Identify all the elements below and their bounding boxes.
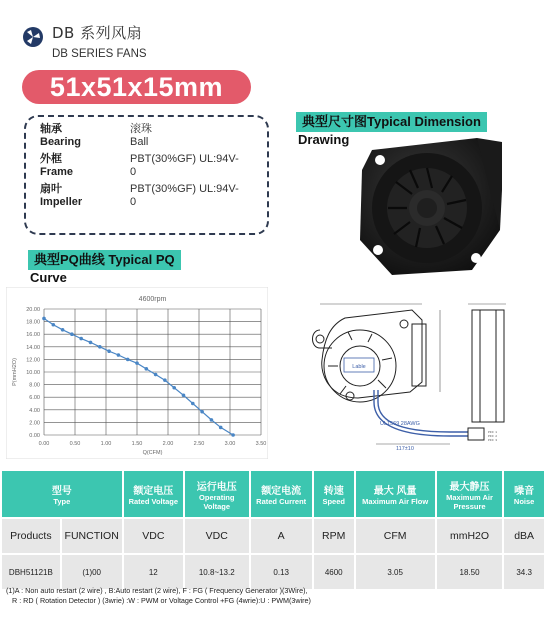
chart-data-point (135, 361, 139, 365)
chart-data-point (70, 332, 74, 336)
size-text: 51x51x15mm (49, 71, 224, 102)
spec-value (130, 153, 260, 179)
brand-logo-icon (22, 26, 44, 48)
chart-y-tick-label: 12.00 (26, 357, 40, 364)
spec-value (130, 123, 260, 149)
drawing-cable-text: UL1569 28AWG (380, 421, 420, 427)
spec-row-frame (40, 153, 267, 179)
spec-label-en: Frame (40, 166, 74, 178)
chart-data-point (52, 323, 56, 327)
table-cell: DBH51121B (2, 555, 60, 589)
chart-data-point (42, 317, 46, 321)
spec-row-impeller (40, 183, 267, 209)
chart-y-tick-label: 16.00 (26, 332, 40, 339)
table-cell: 4600 (314, 555, 354, 589)
chart-data-point (79, 337, 83, 341)
chart-title: 4600rpm (138, 296, 167, 303)
table-cell: mmH2O (437, 519, 503, 553)
spec-table (0, 469, 546, 591)
table-values-row (2, 555, 544, 589)
footnote (6, 586, 311, 606)
table-header-type: 型号 Type (2, 471, 122, 517)
drawing-label-text: Lable (352, 364, 366, 370)
table-cell: 10.8~13.2 (185, 555, 248, 589)
spec-row-bearing (40, 123, 267, 149)
spec-label-en: Bearing (40, 136, 81, 148)
table-cell: dBA (504, 519, 544, 553)
table-cell: Products (2, 519, 60, 553)
chart-data-point (182, 394, 186, 398)
spec-label-cn: 轴承 (40, 123, 62, 135)
spec-value-line1: PBT(30%GF) UL:94V- (130, 183, 239, 195)
spec-value-line2: Ball (130, 136, 149, 148)
spec-box (24, 115, 269, 235)
spec-label-cn: 扇叶 (40, 183, 62, 195)
chart-data-point (89, 341, 93, 345)
chart-data-point (61, 328, 65, 332)
chart-y-tick-label: 4.00 (29, 407, 40, 414)
chart-y-tick-label: 2.00 (29, 420, 40, 427)
dimension-section-title: 典型尺寸图Typical Dimension (296, 112, 487, 132)
footnote-line1: (1)A : Non auto restart (2 wire) , B:Auto restart (2 wire), F : FG ( Frequency Generator )(3Wire), (6, 586, 308, 595)
chart-x-tick-label: 3.00 (224, 441, 236, 447)
chart-data-point (145, 367, 149, 371)
svg-text:PIN 2: PIN 2 (488, 435, 498, 438)
chart-x-tick-label: 2.00 (162, 441, 174, 447)
table-header-speed: 转速 Speed (314, 471, 354, 517)
drawing-length-text: 117±10 (396, 446, 414, 452)
chart-x-tick-label: 1.00 (100, 441, 112, 447)
brand-title-en: DB SERIES FANS (52, 48, 147, 60)
spec-label (40, 183, 130, 209)
pq-section-title: 典型PQ曲线 Typical PQ (28, 250, 181, 270)
table-header-operating-voltage: 运行电压 Operating Voltage (185, 471, 248, 517)
chart-x-tick-label: 0.50 (69, 441, 81, 447)
table-cell: 0.13 (251, 555, 312, 589)
table-header-air-pressure: 最大静压 Maximum Air Pressure (437, 471, 503, 517)
chart-x-tick-label: 1.50 (131, 441, 143, 447)
chart-y-tick-label: 6.00 (29, 395, 40, 402)
chart-data-point (231, 433, 235, 437)
table-header-air-flow: 最大 风量 Maximum Air Flow (356, 471, 435, 517)
table-cell: 34.3 (504, 555, 544, 589)
size-banner (22, 70, 251, 104)
chart-data-point (117, 353, 121, 357)
chart-y-tick-label: 20.00 (26, 307, 40, 313)
table-cell: RPM (314, 519, 354, 553)
table-cell: VDC (185, 519, 248, 553)
chart-y-tick-label: 18.00 (26, 319, 40, 326)
chart-data-point (107, 349, 111, 353)
spec-label (40, 153, 130, 179)
table-cell: CFM (356, 519, 435, 553)
dimension-drawing (300, 290, 532, 460)
spec-value-line1: PBT(30%GF) UL:94V- (130, 153, 239, 165)
brand-title-cn: DB 系列风扇 (52, 24, 143, 42)
chart-data-point (219, 426, 223, 430)
chart-data-point (163, 378, 167, 382)
chart-y-tick-label: 0.00 (29, 433, 40, 439)
svg-text:PIN 1: PIN 1 (488, 431, 498, 434)
chart-data-point (98, 345, 102, 349)
table-cell: 3.05 (356, 555, 435, 589)
spec-value-line1: 滚珠 (130, 123, 152, 135)
spec-value-line2: 0 (130, 166, 137, 178)
brand-header (22, 22, 147, 60)
spec-label-en: Impeller (40, 196, 83, 208)
table-header-noise: 噪音 Noise (504, 471, 544, 517)
table-header-row (2, 471, 544, 517)
chart-data-point (210, 418, 214, 422)
chart-data-point (191, 402, 195, 406)
spec-value (130, 183, 260, 209)
table-cell: 12 (124, 555, 183, 589)
chart-y-tick-label: 8.00 (29, 382, 40, 389)
table-cell: A (251, 519, 312, 553)
footnote-line2: R : RD ( Rotation Detector ) (3wrie) :W : PWM or Voltage Control +FG (4wrie):U : PWM(3wire) (12, 596, 311, 605)
chart-x-tick-label: 3.50 (255, 441, 267, 447)
chart-data-point (154, 373, 158, 377)
chart-data-point (200, 410, 204, 414)
spec-label-cn: 外框 (40, 153, 62, 165)
chart-y-axis-label: P(mmH2O) (12, 358, 18, 386)
spec-label (40, 123, 130, 149)
svg-text:PIN 3: PIN 3 (488, 439, 498, 442)
chart-x-tick-label: 0.00 (38, 441, 50, 447)
table-cell: VDC (124, 519, 183, 553)
table-units-row (2, 519, 544, 553)
pq-section-title-2: Curve (30, 270, 67, 285)
chart-y-tick-label: 14.00 (26, 344, 40, 351)
dimension-section-title-2: Drawing (298, 132, 350, 147)
spec-value-line2: 0 (130, 196, 137, 208)
table-cell: (1)00 (62, 555, 122, 589)
table-header-rated-voltage: 额定电压 Rated Voltage (124, 471, 183, 517)
chart-x-axis-label: Q(CFM) (142, 450, 163, 456)
table-cell: FUNCTION (62, 519, 122, 553)
chart-data-point (172, 386, 176, 390)
chart-y-tick-label: 10.00 (26, 370, 40, 376)
chart-x-tick-label: 2.50 (193, 441, 205, 447)
chart-data-point (126, 358, 130, 362)
pq-chart (6, 287, 268, 459)
table-header-rated-current: 额定电流 Rated Current (251, 471, 312, 517)
fan-product-image (352, 130, 504, 280)
table-cell: 18.50 (437, 555, 503, 589)
